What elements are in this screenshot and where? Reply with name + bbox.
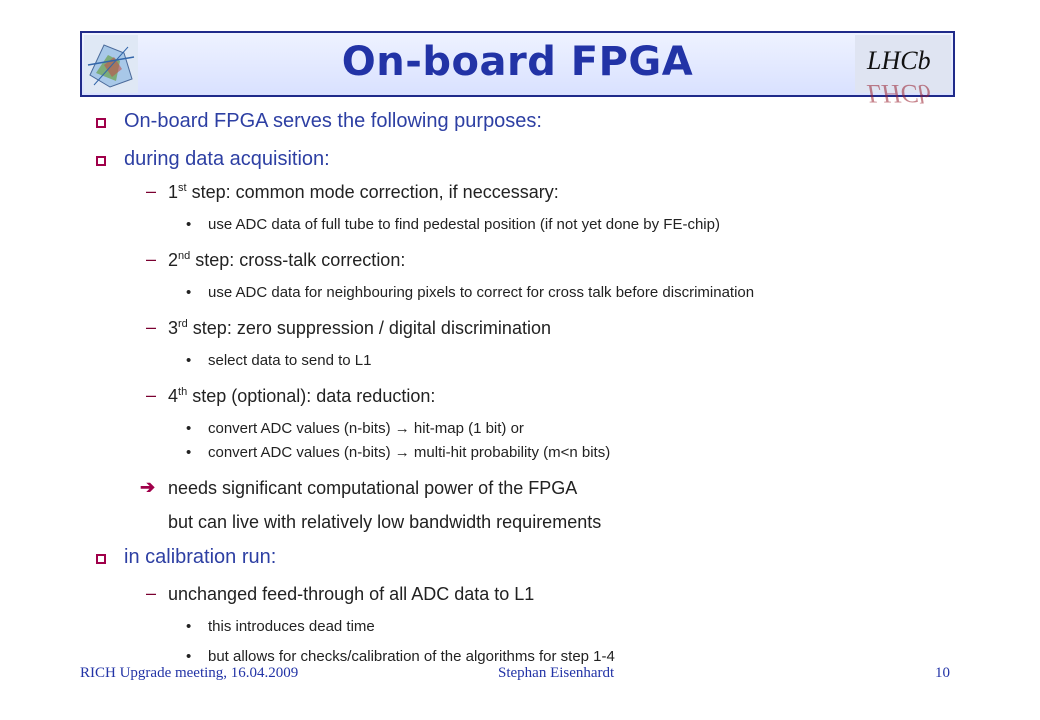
- step-number: 1: [168, 182, 179, 202]
- bullet-text: [168, 318, 551, 339]
- level3-dot-icon: •: [186, 352, 192, 369]
- bullet-text: use ADC data of full tube to find pedestal position (if not yet done by FE-chip): [208, 216, 720, 233]
- level3-dot-icon: •: [186, 648, 192, 665]
- title-bar: [80, 31, 955, 108]
- slide-title: On-board FPGA: [341, 39, 694, 85]
- ordinal-suffix: rd: [178, 318, 188, 330]
- level1-bullet-icon: [96, 156, 106, 166]
- bullet-text: needs significant computational power of the FPGA: [168, 478, 578, 498]
- bullet-text: during data acquisition:: [124, 148, 330, 170]
- bullet-text: in calibration run:: [124, 546, 277, 568]
- step-text: step: common mode correction, if neccessary:: [186, 182, 559, 202]
- level2-dash-icon: –: [146, 249, 157, 269]
- footer-meeting: RICH Upgrade meeting, 16.04.2009: [80, 665, 299, 681]
- bullet-text: use ADC data for neighbouring pixels to correct for cross talk before discrimination: [208, 284, 755, 301]
- ordinal-suffix: nd: [178, 250, 191, 262]
- step-text: step (optional): data reduction:: [187, 386, 436, 406]
- bullet-text: [168, 182, 559, 203]
- bullet-text: convert ADC values (n-bits) → multi-hit probability (m<n bits): [208, 444, 611, 461]
- footer-author: Stephan Eisenhardt: [498, 665, 615, 681]
- right-arrow-icon: ➔: [140, 477, 156, 497]
- svg-text:LHCb: LHCb: [867, 79, 931, 108]
- lhcb-logo-text: LHCb: [867, 46, 931, 75]
- bullet-text: this introduces dead time: [208, 618, 375, 635]
- bullet-text: but can live with relatively low bandwidth requirements: [168, 512, 602, 532]
- bullet-text: [168, 386, 435, 407]
- level2-dash-icon: –: [146, 317, 157, 337]
- level3-dot-icon: •: [186, 420, 192, 437]
- lhcb-logo-icon: [855, 35, 951, 108]
- bullet-text: but allows for checks/calibration of the algorithms for step 1-4: [208, 648, 615, 665]
- bullet-text: unchanged feed-through of all ADC data to L1: [168, 584, 535, 604]
- ordinal-suffix: st: [178, 182, 187, 194]
- step-number: 3: [168, 318, 179, 338]
- level2-dash-icon: –: [146, 385, 157, 405]
- ordinal-suffix: th: [178, 386, 188, 398]
- level1-bullet-icon: [96, 118, 106, 128]
- step-number: 2: [168, 250, 179, 270]
- level3-dot-icon: •: [186, 284, 192, 301]
- step-number: 4: [168, 386, 179, 406]
- bullet-text: convert ADC values (n-bits) → hit-map (1 bit) or: [208, 420, 524, 437]
- level3-dot-icon: •: [186, 618, 192, 635]
- level3-dot-icon: •: [186, 216, 192, 233]
- step-text: step: cross-talk correction:: [190, 250, 406, 270]
- level2-dash-icon: –: [146, 583, 157, 603]
- level2-dash-icon: –: [146, 181, 157, 201]
- bullet-text: On-board FPGA serves the following purposes:: [124, 110, 542, 132]
- level3-dot-icon: •: [186, 444, 192, 461]
- bullet-text: [168, 250, 405, 271]
- level1-bullet-icon: [96, 554, 106, 564]
- bullet-text: select data to send to L1: [208, 352, 372, 369]
- footer-page-number: 10: [935, 665, 950, 681]
- step-text: step: zero suppression / digital discrimination: [187, 318, 551, 338]
